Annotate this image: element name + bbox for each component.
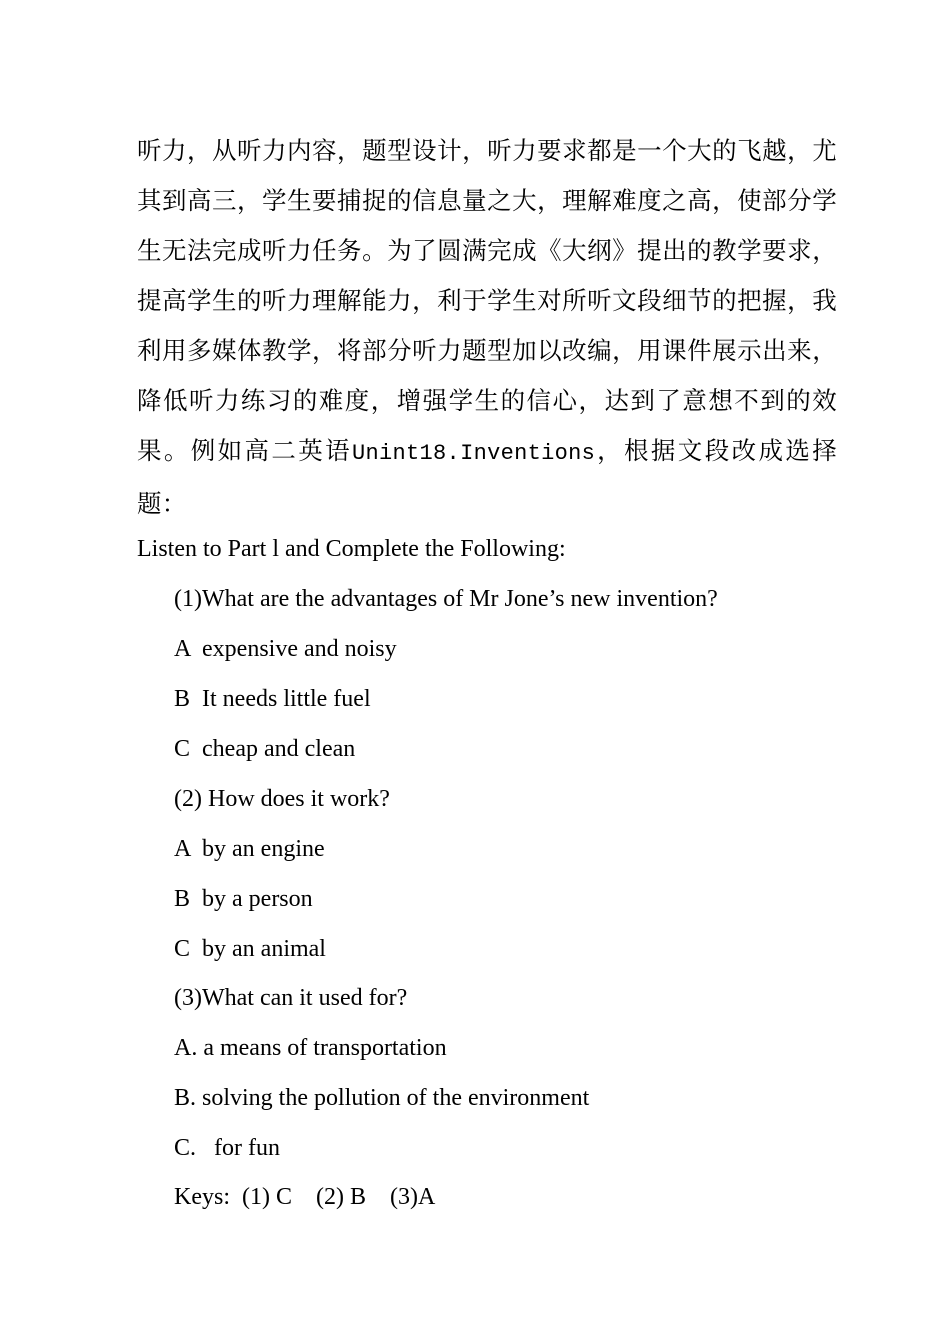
- unit-name: Unint18.Inventions: [352, 441, 596, 466]
- paragraph-text-before: 听力，从听力内容，题型设计，听力要求都是一个大的飞越，尤其到高三，学生要捕捉的信息量之大，理解难度之高，使部分学生无法完成听力任务。为了圆满完成《大纲》提出的教学要求，提高学生的听力理解能力，利于学生对所听文段细节的把握，我利用多媒体教学，将部分听力题型加以改编，用课件展示出来，降低听力练习的难度，增强学生的信心，达到了意想不到的效果。例如高二英语: [137, 136, 837, 465]
- paragraph-text-after: ，根据文段改成选择题：: [137, 436, 838, 518]
- question-3-prompt: (3)What can it used for?: [174, 985, 408, 1011]
- listening-instruction: Listen to Part l and Complete the Following:: [137, 536, 566, 562]
- question-3-option-a: A. a means of transportation: [174, 1035, 447, 1061]
- question-1-prompt: (1)What are the advantages of Mr Jone’s new invention?: [174, 586, 718, 612]
- answer-keys: Keys: (1) C (2) B (3)A: [174, 1184, 436, 1210]
- question-2-option-a: A by an engine: [174, 836, 325, 862]
- question-2-prompt: (2) How does it work?: [174, 786, 390, 812]
- question-2-option-b: B by a person: [174, 886, 313, 912]
- question-1-option-a: A expensive and noisy: [174, 636, 397, 662]
- question-1-option-b: B It needs little fuel: [174, 686, 371, 712]
- question-3-option-c: C. for fun: [174, 1135, 280, 1161]
- question-1-option-c: C cheap and clean: [174, 736, 356, 762]
- question-3-option-b: B. solving the pollution of the environment: [174, 1085, 590, 1111]
- intro-paragraph: [137, 126, 837, 529]
- question-2-option-c: C by an animal: [174, 936, 326, 962]
